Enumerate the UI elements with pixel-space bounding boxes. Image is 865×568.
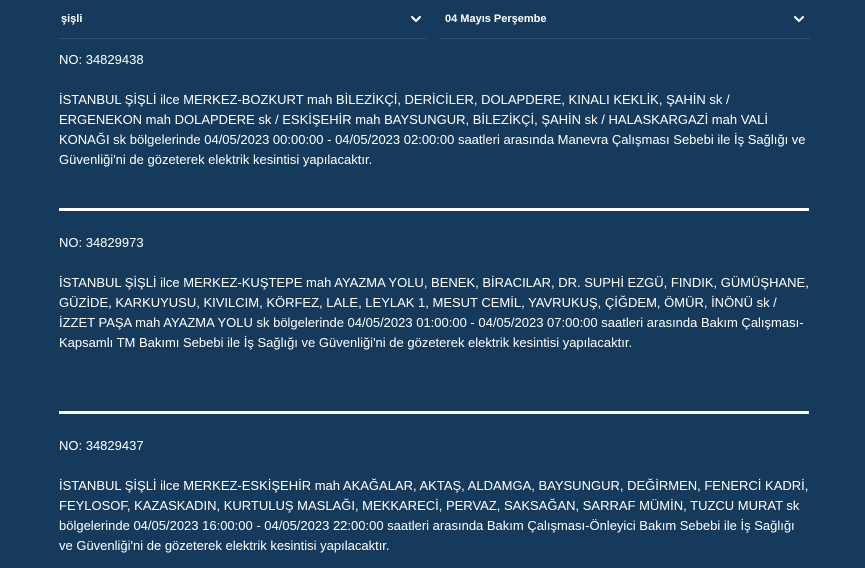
date-select-value: 04 Mayıs Perşembe — [445, 13, 547, 25]
outage-notice — [59, 235, 809, 353]
notice-text: İSTANBUL ŞİŞLİ ilce MERKEZ-KUŞTEPE mah AYAZMA YOLU, BENEK, BİRACILAR, DR. SUPHİ EZGÜ, FINDIK, GÜMÜŞHANE, GÜZİDE, KARKUYUSU, KIVILCIM, KÖRFEZ, LALE, LEYLAK 1, MESUT CEMİL, YAVRUKUŞ, ÇİĞDEM, ÖMÜR, İNÖNÜ sk / İZZET PAŞA mah AYAZMA YOLU sk bölgelerinde 04/05/2023 01:00:00 - 04/05/2023 07:00:00 saatleri arasında Bakım Çalışması-Kapsamlı TM Bakımı Sebebi ile İş Sağlığı ve Güvenliği'ni de gözeterek elektrik kesintisi yapılacaktır. — [59, 275, 809, 350]
city-select[interactable] — [59, 0, 427, 39]
filter-bar — [0, 0, 865, 40]
notice-number: NO: 34829438 — [59, 52, 144, 67]
notice-number: NO: 34829437 — [59, 438, 144, 453]
notice-divider — [59, 208, 809, 211]
date-select[interactable] — [440, 0, 810, 39]
chevron-down-icon — [792, 12, 806, 26]
notice-text: İSTANBUL ŞİŞLİ ilce MERKEZ-ESKİŞEHİR mah AKAĞALAR, AKTAŞ, ALDAMGA, BAYSUNGUR, DEĞİRMEN, FENERCİ KADRİ, FEYLOSOF, KAZASKADIN, KURTULUŞ MASLAĞI, MEKKARECİ, PERVAZ, SAKSAĞAN, SARRAF MÜMİN, TUZCU MURAT sk bölgelerinde 04/05/2023 16:00:00 - 04/05/2023 22:00:00 saatleri arasında Bakım Çalışması-Önleyici Bakım Sebebi ile İş Sağlığı ve Güvenliği'ni de gözeterek elektrik kesintisi yapılacaktır. — [59, 478, 809, 553]
outage-notice — [59, 438, 809, 556]
notice-text: İSTANBUL ŞİŞLİ ilce MERKEZ-BOZKURT mah BİLEZİKÇİ, DERİCİLER, DOLAPDERE, KINALI KEKLİK, ŞAHİN sk / ERGENEKON mah DOLAPDERE sk / ESKİŞEHİR mah BAYSUNGUR, BİLEZİKÇİ, ŞAHİN sk / HALASKARGAZİ mah VALİ KONAĞI sk bölgelerinde 04/05/2023 00:00:00 - 04/05/2023 02:00:00 saatleri arasında Manevra Çalışması Sebebi ile İş Sağlığı ve Güvenliği'ni de gözeterek elektrik kesintisi yapılacaktır. — [59, 92, 806, 167]
chevron-down-icon — [409, 12, 423, 26]
city-select-value: şişli — [61, 13, 83, 25]
notice-divider — [59, 411, 809, 414]
notice-number: NO: 34829973 — [59, 235, 144, 250]
outage-notice — [59, 52, 809, 170]
